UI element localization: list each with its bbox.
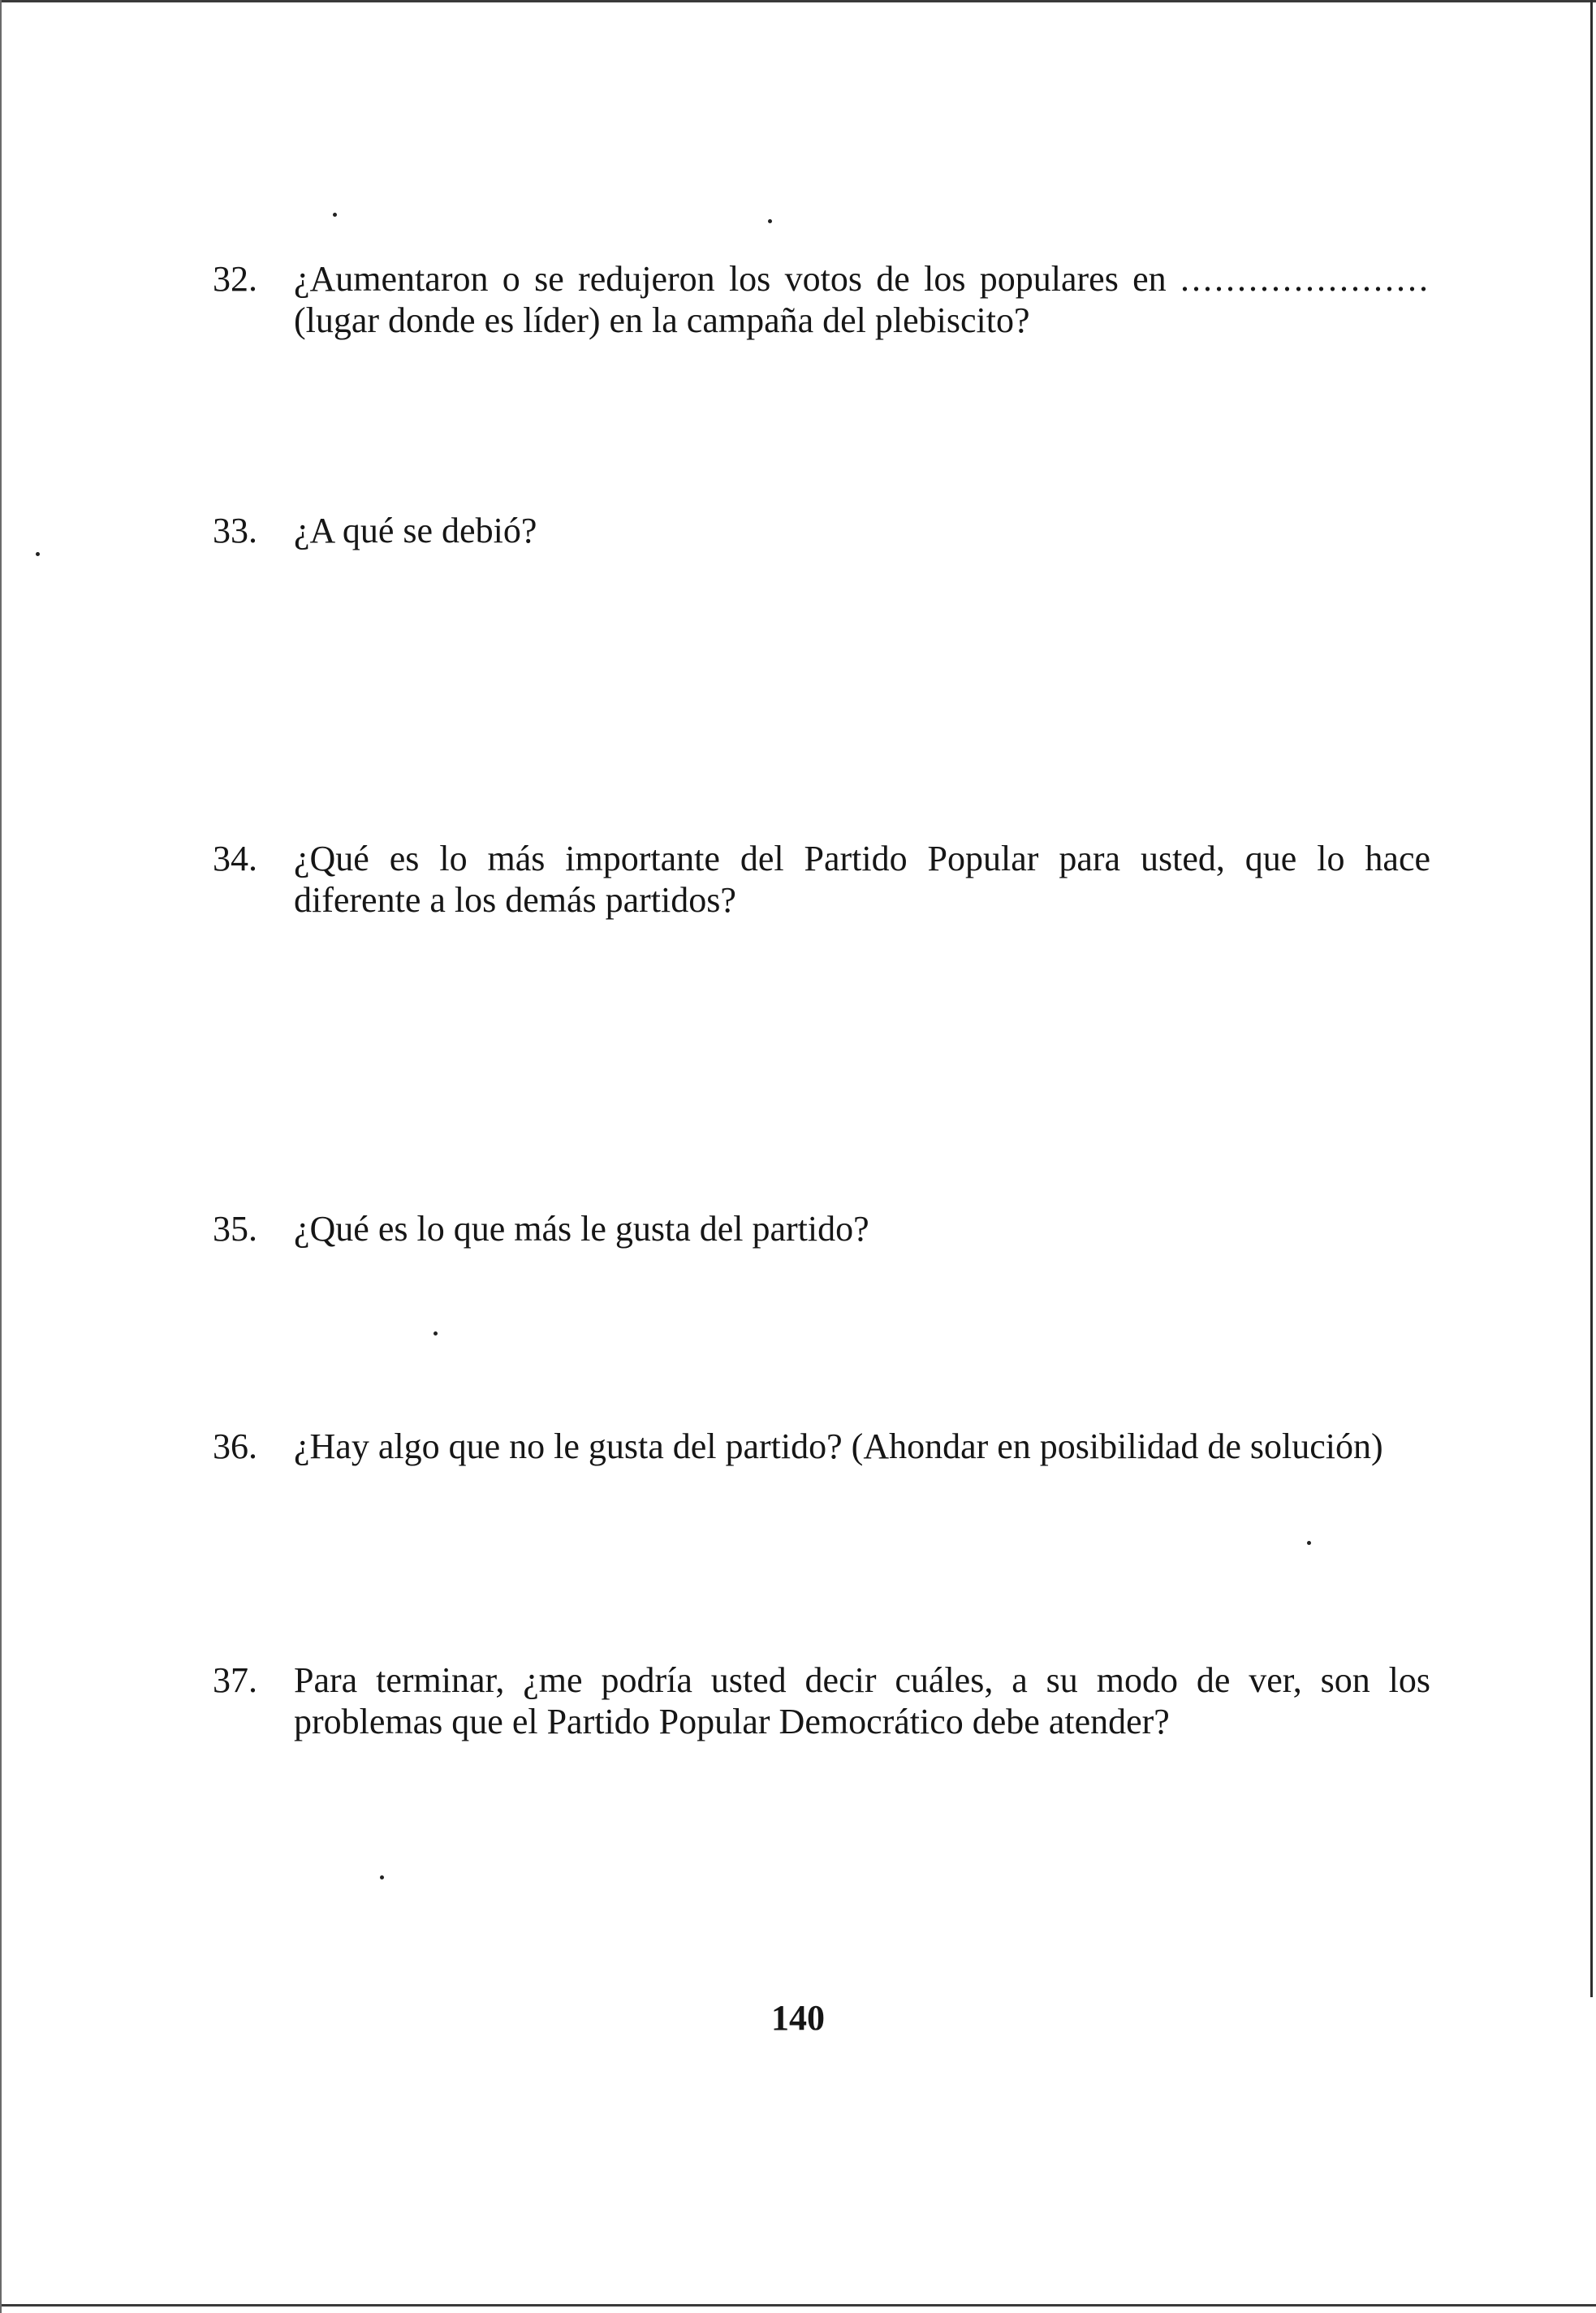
- page-border-bottom: [0, 2304, 1596, 2307]
- question-text: ¿Aumentaron o se redujeron los votos de los populares en ...................... (lugar donde es líder) en la campaña del plebiscito?: [294, 259, 1430, 340]
- print-speck: [333, 213, 337, 217]
- question-number: 36.: [213, 1426, 257, 1466]
- question-number: 33.: [213, 511, 257, 550]
- question-text: ¿Qué es lo que más le gusta del partido?: [294, 1209, 869, 1249]
- page-border-right: [1590, 0, 1593, 1997]
- print-speck: [1307, 1541, 1311, 1545]
- question-number: 34.: [213, 839, 257, 878]
- question-text: ¿Qué es lo más importante del Partido Popular para usted, que lo hace diferente a los demás partidos?: [294, 839, 1430, 920]
- print-speck: [36, 552, 40, 556]
- question-text: ¿Hay algo que no le gusta del partido? (Ahondar en posibilidad de solución): [294, 1426, 1383, 1466]
- page-border-left: [0, 0, 2, 2313]
- question-number: 37.: [213, 1660, 257, 1700]
- print-speck: [768, 219, 772, 223]
- page-border-top: [0, 0, 1596, 2]
- question-number: 32.: [213, 259, 257, 299]
- question-35: [213, 1208, 1430, 1249]
- question-33: [213, 510, 1430, 551]
- question-number: 35.: [213, 1209, 257, 1249]
- print-speck: [380, 1875, 384, 1879]
- question-36: [213, 1426, 1430, 1467]
- question-text: ¿A qué se debió?: [294, 511, 537, 550]
- fill-in-blank: ......................: [1180, 259, 1430, 299]
- page-number: 140: [771, 1998, 825, 2038]
- question-34: [213, 838, 1430, 921]
- question-32: [213, 258, 1430, 341]
- question-text: Para terminar, ¿me podría usted decir cuáles, a su modo de ver, son los problemas que el Partido Popular Democrático debe atender?: [294, 1660, 1430, 1741]
- question-37: [213, 1659, 1430, 1742]
- print-speck: [434, 1331, 438, 1336]
